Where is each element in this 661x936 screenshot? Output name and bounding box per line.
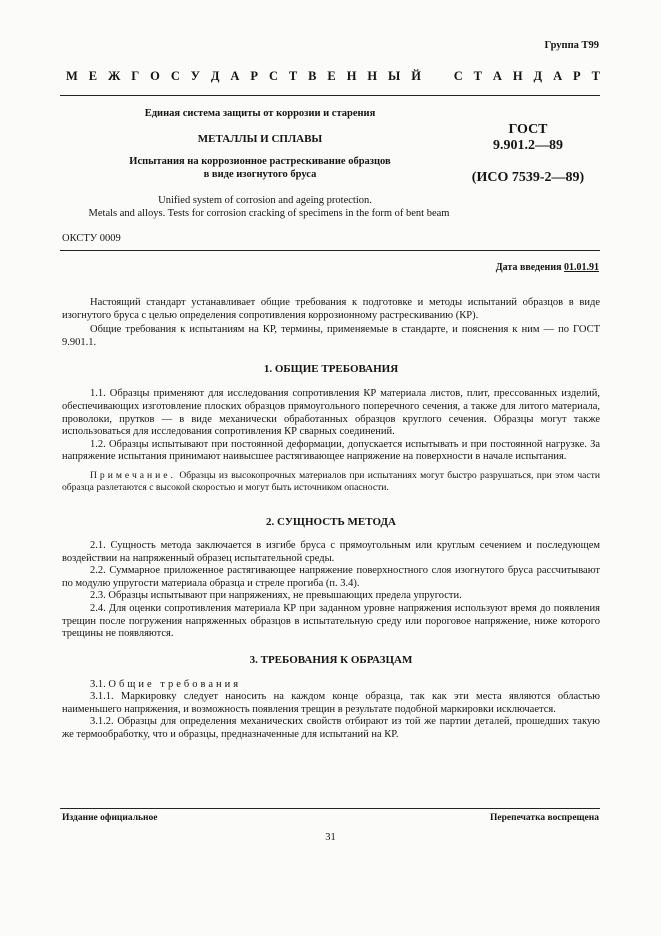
banner-letter: Д [210, 69, 220, 83]
section-1-title: 1. ОБЩИЕ ТРЕБОВАНИЯ [263, 363, 399, 376]
note-label: Примечание. [90, 469, 176, 481]
banner-letter: С [268, 69, 278, 83]
subtitle-line-2: в виде изогнутого бруса [203, 169, 317, 180]
body [62, 297, 600, 742]
banner-letter: Н [367, 69, 378, 83]
banner-letter: Е [327, 69, 336, 83]
banner-letter: Р [573, 69, 581, 83]
banner-letter: О [150, 69, 160, 83]
banner-letter: Т [473, 69, 482, 83]
date-value: 01.01.91 [564, 262, 599, 273]
subsection-number: 3.1. [90, 678, 106, 690]
section-3-title: 3. ТРЕБОВАНИЯ К ОБРАЗЦАМ [249, 653, 413, 666]
banner-letter: Д [533, 69, 543, 83]
top-rule [60, 95, 600, 96]
paragraph-3-1-2: 3.1.2. Образцы для определения механических свойств отбирают из той же партии деталей, прошедших такую же термообработку, что и образцы, предназначенные для испытаний на КР. [62, 716, 600, 741]
banner-letter: С [453, 69, 463, 83]
banner-letter: Н [346, 69, 357, 83]
banner-letter: В [308, 69, 317, 83]
effective-date [496, 262, 599, 273]
banner-letter: Ы [388, 69, 401, 83]
gost-label: ГОСТ [508, 122, 548, 137]
banner-letter: А [230, 69, 240, 83]
footer-reprint: Перепечатка воспрещена [489, 813, 599, 823]
banner-letter: Г [131, 69, 140, 83]
banner-letter: Т [288, 69, 298, 83]
subtitle-line-1: Испытания на коррозионное растрескивание образцов [129, 156, 391, 167]
system-title: Единая система защиты от коррозии и старения [144, 108, 376, 119]
paragraph-1-1: 1.1. Образцы применяют для исследования сопротивления КР материала листов, плит, прессованных изделий, обеспечивающих изготовление плоских образцов прямоугольного поперечного сечения, а также для литого материала, проволоки, прутков — в виде механически обработанных образцов круглого сечения. Образцы могут также использоваться для исследования сопротивления КР сварных соединений. [62, 388, 600, 438]
footer-official: Издание официальное [62, 813, 158, 823]
paragraph-2-2: 2.2. Суммарное приложенное растягивающее напряжение поверхностного слоя изогнутого бруса рассчитывают по модулю упругости материала образца и стреле прогиба (п. 3.4). [62, 565, 600, 589]
intro-paragraph: Настоящий стандарт устанавливает общие требования к подготовке и методы испытаний образцов в виде изогнутого бруса с целью определения сопротивления коррозионному растрескиванию (КР). [62, 297, 600, 321]
subsection-title: Общие требования [108, 678, 242, 690]
note [62, 470, 600, 494]
paragraph-1-2: 1.2. Образцы испытывают при постоянной деформации, допускается испытывать и при постоянной нагрузке. За напряжение испытания принимают наивысшее растягивающее напряжение на поверхности в начале испытания. [62, 438, 600, 463]
paragraph-2-3: 2.3. Образцы испытывают при напряжениях, не превышающих предела упругости. [90, 590, 462, 602]
english-title-2: Metals and alloys. Tests for corrosion cracking of specimens in the form of bent beam [88, 208, 450, 219]
note-text: Образцы из высокопрочных материалов при испытаниях могут быстро разрушаться, при этом части образца разлетаются с высокой скоростью и могут быть источником опасности. [62, 469, 601, 493]
banner-letter: Е [88, 69, 98, 83]
banner-letter: А [492, 69, 502, 83]
date-label: Дата введения [495, 262, 562, 273]
banner-letter: А [553, 69, 563, 83]
section-2-title: 2. СУЩНОСТЬ МЕТОДА [266, 515, 396, 528]
intro-paragraph: Общие требования к испытаниям на КР, термины, применяемые в стандарте, и пояснения к ним — по ГОСТ 9.901.1. [62, 324, 600, 348]
banner-letter: Ж [108, 69, 121, 83]
banner-letter: Н [512, 69, 523, 83]
banner-letter: С [170, 69, 180, 83]
iso-number: (ИСО 7539-2—89) [471, 170, 585, 185]
banner-letter: М [66, 69, 78, 83]
gost-number: 9.901.2—89 [493, 138, 563, 153]
banner-letter: Р [250, 69, 259, 83]
english-title-1: Unified system of corrosion and ageing protection. [158, 195, 372, 206]
paragraph-3-1-1: 3.1.1. Маркировку следует наносить на каждом конце образца, так как эти места являются областью наименьшего напряжения, и возможность появления трещин в результате подобной маркировки исключается. [62, 691, 600, 715]
header-rule [60, 250, 600, 251]
banner-letter: У [190, 69, 200, 83]
document-title: МЕТАЛЛЫ И СПЛАВЫ [197, 133, 323, 145]
standard-banner [66, 69, 600, 84]
okstu-code: ОКСТУ 0009 [62, 233, 121, 244]
paragraph-2-1: 2.1. Сущность метода заключается в изгибе бруса с прямоугольным или круглым сечением и последующем воздействии на напряженный образец испытательной среды. [62, 539, 600, 564]
subsection-3-1 [62, 679, 600, 692]
banner-letter: Т [591, 69, 600, 83]
footer-rule [60, 808, 600, 809]
paragraph-2-4: 2.4. Для оценки сопротивления материала КР при заданном уровне напряжения используют время до появления трещин после погружения напряженных образцов в испытательную среду или пороговое напряжение, ниже которого трещины не появляются. [62, 602, 600, 640]
banner-letter: Й [411, 69, 421, 83]
page-number: 31 [325, 832, 336, 843]
group-label: Группа Т99 [544, 40, 599, 51]
